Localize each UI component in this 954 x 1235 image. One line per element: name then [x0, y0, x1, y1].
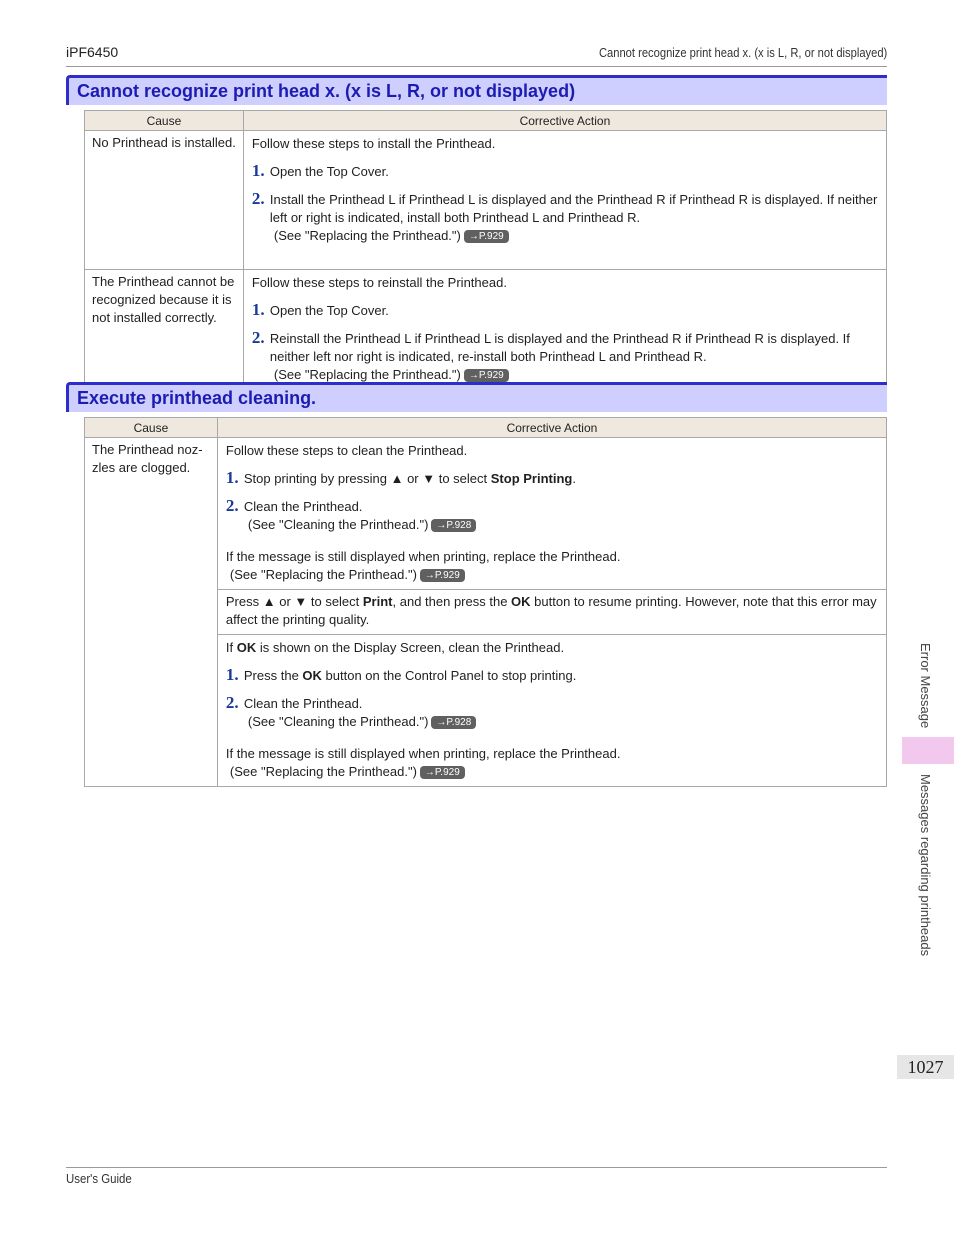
action-cell [217, 635, 886, 787]
cause-cell: The Printhead cannot be recognized because it is not installed correctly. [85, 270, 244, 390]
step-item [252, 300, 878, 320]
step-number: 1. [225, 468, 239, 487]
page-reference-link[interactable]: →P.928 [431, 716, 476, 729]
section-heading-execute-cleaning: Execute printhead cleaning. [66, 382, 887, 412]
step-text-end: . [572, 471, 576, 486]
step-item [226, 665, 878, 685]
action-cell [217, 438, 886, 590]
see-text: (See "Cleaning the Printhead.") [247, 517, 429, 532]
page-reference-link[interactable]: →P.929 [464, 369, 509, 382]
step-number: 2. [251, 328, 265, 347]
text-run: If [225, 640, 237, 655]
step-text-body: Clean the Printhead. [243, 696, 363, 711]
step-text [270, 328, 878, 384]
table-header-row [85, 418, 887, 438]
step-item [226, 496, 878, 534]
replace-note: If the message is still displayed when printing, replace the Printhead. [225, 549, 621, 564]
see-text: (See "Cleaning the Printhead.") [247, 714, 429, 729]
step-text-body: Clean the Printhead. [243, 499, 363, 514]
column-header-cause: Cause [85, 111, 244, 131]
page-number: 1027 [897, 1055, 954, 1079]
page-reference-link[interactable]: →P.928 [431, 519, 476, 532]
step-number: 1. [251, 300, 265, 319]
step-text-body: Press the [243, 668, 303, 683]
step-item [226, 693, 878, 731]
ok-label: OK [236, 640, 257, 655]
step-text: Open the Top Cover. [269, 164, 389, 179]
running-head-model: iPF6450 [66, 44, 119, 60]
execute-cleaning-table [84, 417, 887, 787]
menu-item-print: Print [362, 594, 393, 609]
table-row [85, 438, 887, 590]
step-item [252, 161, 878, 181]
step-number: 1. [225, 665, 239, 684]
action-intro: Follow these steps to reinstall the Printhead. [251, 275, 507, 290]
menu-item-stop-printing: Stop Printing [490, 471, 573, 486]
step-number: 2. [225, 496, 239, 515]
ok-button-label: OK [302, 668, 322, 683]
header-divider [66, 66, 887, 67]
column-header-action: Corrective Action [217, 418, 886, 438]
step-item [252, 189, 878, 245]
step-text [244, 693, 878, 731]
cause-cell: The Printhead noz-zles are clogged. [85, 438, 218, 787]
section-heading-cannot-recognize: Cannot recognize print head x. (x is L, R, or not displayed) [66, 75, 887, 105]
spacer [226, 534, 878, 548]
see-reference [226, 566, 878, 584]
column-header-cause: Cause [85, 418, 218, 438]
step-text [244, 496, 878, 534]
text-run: , and then press the [392, 594, 512, 609]
ok-button-label: OK [511, 594, 531, 609]
step-number: 2. [251, 189, 265, 208]
see-text: (See "Replacing the Printhead.") [229, 567, 417, 582]
page-reference-link[interactable]: →P.929 [420, 766, 465, 779]
see-reference [270, 227, 878, 245]
see-text: (See "Replacing the Printhead.") [273, 367, 461, 382]
table-row [85, 270, 887, 390]
text-run: Press ▲ or ▼ to select [225, 594, 363, 609]
see-text: (See "Replacing the Printhead.") [273, 228, 461, 243]
step-number: 2. [225, 693, 239, 712]
step-item [252, 328, 878, 384]
step-text [244, 665, 878, 685]
action-intro [226, 638, 878, 657]
side-section-label[interactable]: Messages regarding printheads [918, 774, 933, 957]
page-reference-link[interactable]: →P.929 [420, 569, 465, 582]
action-intro: Follow these steps to install the Printhead. [251, 136, 496, 151]
spacer [226, 731, 878, 745]
text-run: button to resume printing. However, note that this error may affect the printing quality. [225, 594, 877, 627]
step-text-body: Reinstall the Printhead L if Printhead L is displayed and the Printhead R if Printhead R is displayed. If neither left nor right is indicated, re-install both Printhead L and Printhead R. [269, 331, 850, 364]
step-number: 1. [251, 161, 265, 180]
side-chapter-label[interactable]: Error Message [918, 643, 933, 729]
step-text-body: Stop printing by pressing ▲ or ▼ to select [243, 471, 491, 486]
cannot-recognize-table [84, 110, 887, 390]
see-reference [226, 763, 878, 781]
action-cell [243, 270, 886, 390]
side-chapter-tab[interactable] [902, 737, 954, 764]
footer-title: User's Guide [66, 1171, 132, 1186]
action-cell [217, 590, 886, 635]
step-text-end: button on the Control Panel to stop printing. [321, 668, 577, 683]
table-row [85, 131, 887, 270]
see-reference [244, 713, 878, 731]
action-cell [243, 131, 886, 270]
step-text: Open the Top Cover. [269, 303, 389, 318]
step-text-body: Install the Printhead L if Printhead L is displayed and the Printhead R if Printhead R is displayed. If neither left or right is indicated, install both Printhead L and Printhead R. [269, 192, 878, 225]
footer-divider [66, 1167, 887, 1168]
text-run: is shown on the Display Screen, clean the Printhead. [256, 640, 565, 655]
see-reference [244, 516, 878, 534]
replace-note: If the message is still displayed when printing, replace the Printhead. [225, 746, 621, 761]
cause-cell: No Printhead is installed. [85, 131, 244, 270]
running-head-title: Cannot recognize print head x. (x is L, R, or not displayed) [598, 45, 887, 60]
step-text [244, 468, 878, 488]
step-item [226, 468, 878, 488]
step-text [270, 189, 878, 245]
action-intro: Follow these steps to clean the Printhead. [225, 443, 468, 458]
see-text: (See "Replacing the Printhead.") [229, 764, 417, 779]
table-header-row [85, 111, 887, 131]
column-header-action: Corrective Action [243, 111, 886, 131]
page-reference-link[interactable]: →P.929 [464, 230, 509, 243]
